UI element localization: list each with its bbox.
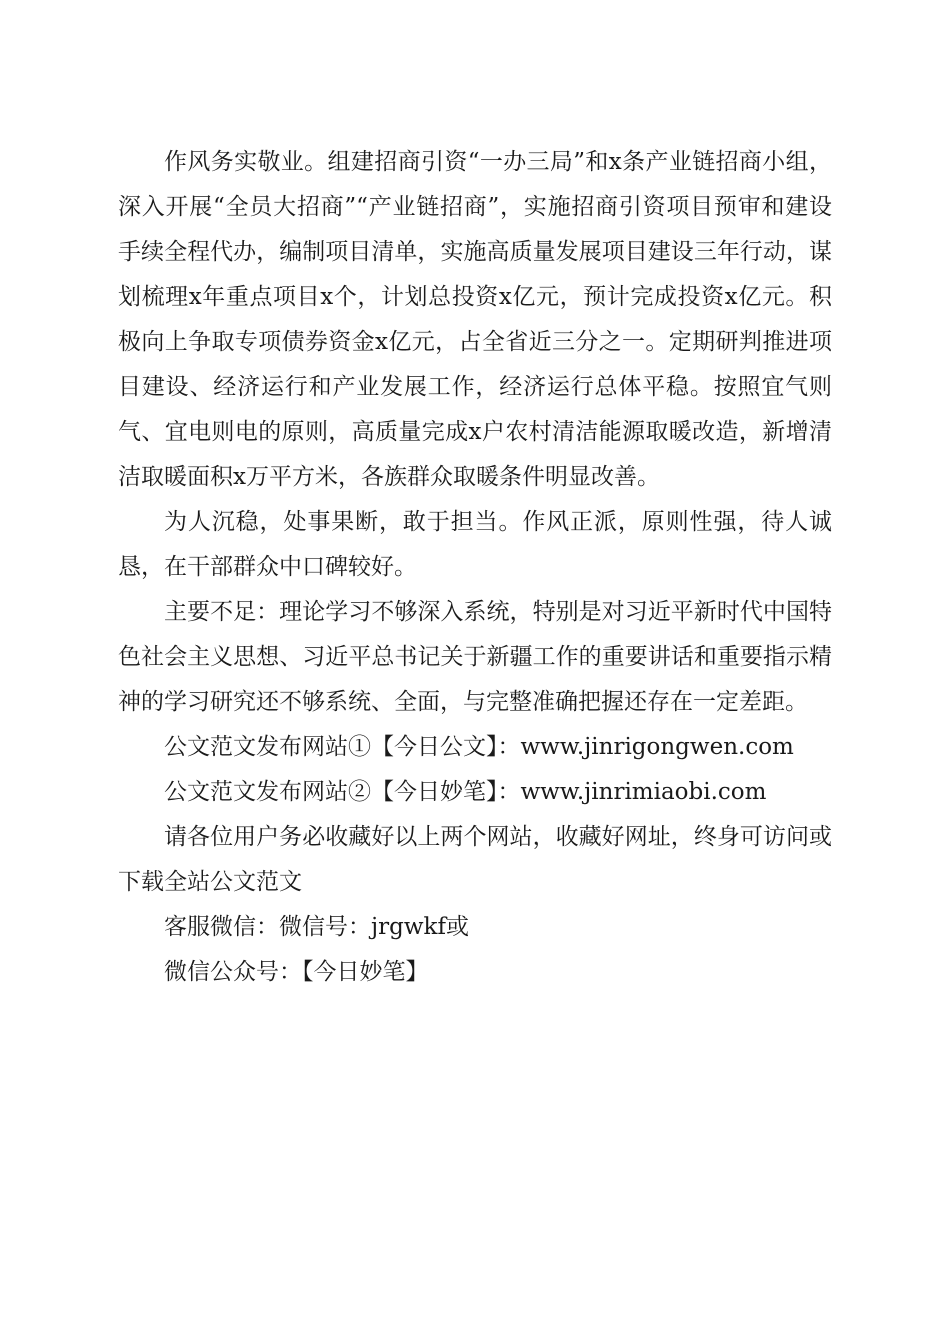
paragraph-shortcomings: 主要不足：理论学习不够深入系统，特别是对习近平新时代中国特色社会主义思想、习近平总书记关于新疆工作的重要讲话和重要指示精神的学习研究还不够系统、全面，与完整准确把握还存在一定差距。 [118,599,832,715]
paragraph-website-one: 公文范文发布网站①【今日公文】：www.jinrigongwen.com [164,734,794,760]
paragraph-customer-service: 客服微信：微信号：jrgwkf或 [164,914,469,940]
paragraph-official-account: 微信公众号：【今日妙笔】 [164,959,429,985]
paragraph-website-two: 公文范文发布网站②【今日妙笔】：www.jinrimiaobi.com [164,779,767,805]
paragraph-bookmark-notice: 请各位用户务必收藏好以上两个网站，收藏好网址，终身可访问或下载全站公文范文 [118,824,832,895]
paragraph-work-style: 作风务实敬业。组建招商引资“一办三局”和x条产业链招商小组，深入开展“全员大招商”“产业链招商”，实施招商引资项目预审和建设手续全程代办，编制项目清单，实施高质量发展项目建设三年行动，谋划梳理x年重点项目x个，计划总投资x亿元，预计完成投资x亿元。积极向上争取专项债券资金x亿元，占全省近三分之一。定期研判推进项目建设、经济运行和产业发展工作，经济运行总体平稳。按照宜气则气、宜电则电的原则，高质量完成x户农村清洁能源取暖改造，新增清洁取暖面积x万平方米，各族群众取暖条件明显改善。 [118,149,832,490]
document-page [118,140,832,995]
paragraph-character: 为人沉稳，处事果断，敢于担当。作风正派，原则性强，待人诚恳，在干部群众中口碑较好。 [118,509,832,580]
